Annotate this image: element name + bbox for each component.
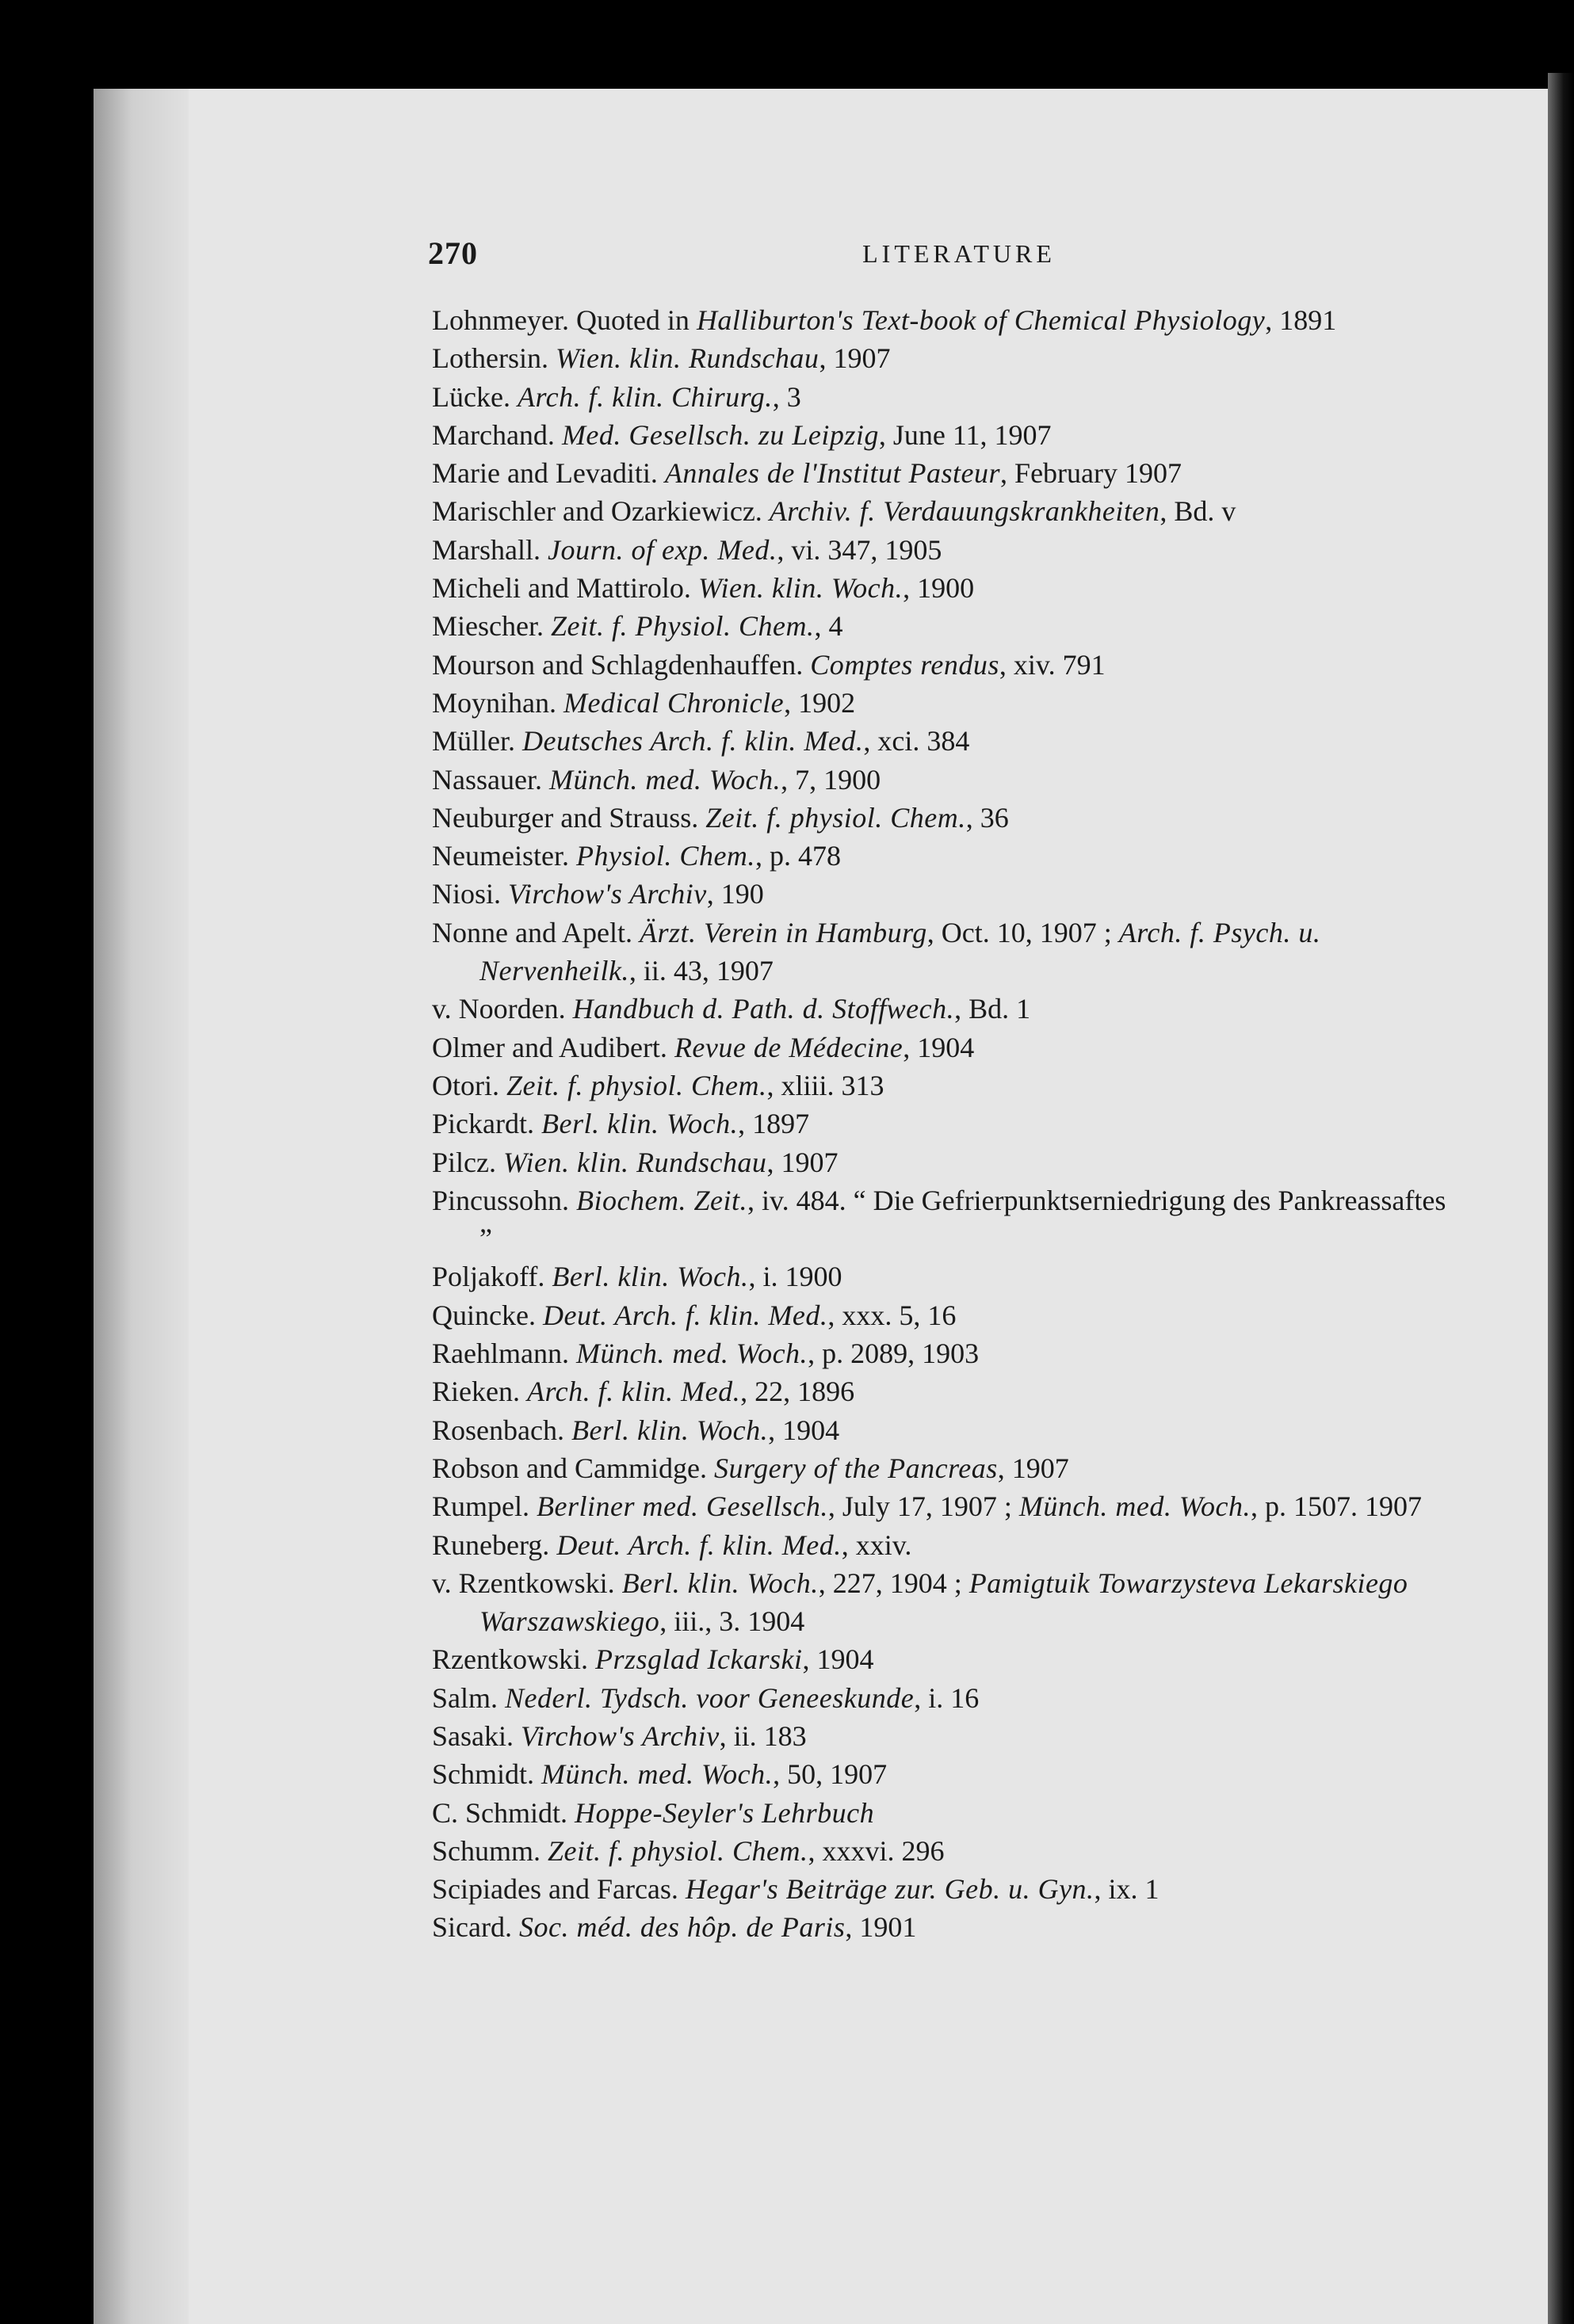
entry-text: , p. 2089, 1903 bbox=[808, 1338, 980, 1370]
entry-text: Rumpel. bbox=[432, 1490, 537, 1523]
bibliography-entry bbox=[432, 1257, 1454, 1296]
entry-source-title: Zeit. f. physiol. Chem. bbox=[506, 1069, 767, 1101]
bibliography-entry bbox=[432, 646, 1454, 684]
entry-source-title: Surgery of the Pancreas bbox=[713, 1452, 998, 1484]
entry-text: , Bd. v bbox=[1159, 495, 1236, 528]
entry-source-title: Zeit. f. Physiol. Chem. bbox=[550, 610, 815, 643]
entry-text: , ii. 43, 1907 bbox=[628, 955, 774, 987]
bibliography-entry bbox=[432, 1526, 1454, 1564]
entry-source-title: Annales de l'Institut Pasteur bbox=[664, 457, 1001, 490]
entry-source-title: Halliburton's Text-book of Chemical Physiology bbox=[696, 304, 1266, 336]
entry-text: , 36 bbox=[965, 801, 1009, 834]
bibliography-entry bbox=[432, 684, 1454, 722]
entry-text: , xliii. 313 bbox=[766, 1069, 884, 1101]
entry-source-title: Wien. klin. Woch. bbox=[697, 572, 904, 605]
page-header bbox=[428, 235, 1490, 282]
entry-source-title: Münch. med. Woch. bbox=[575, 1338, 808, 1370]
entry-source-title: Journ. of exp. Med. bbox=[547, 533, 777, 566]
entry-source-title: Münch. med. Woch. bbox=[541, 1758, 774, 1791]
entry-text: , iii., 3. 1904 bbox=[659, 1605, 805, 1638]
entry-text: C. Schmidt. bbox=[432, 1796, 575, 1829]
entry-text: Schumm. bbox=[432, 1834, 548, 1867]
entry-source-title: Archiv. f. Verdauungskrankheiten bbox=[769, 495, 1160, 528]
entry-source-title: Berl. klin. Woch. bbox=[541, 1108, 739, 1140]
bibliography-list bbox=[432, 301, 1454, 1947]
bibliography-entry bbox=[432, 454, 1454, 492]
bibliography-entry bbox=[432, 1870, 1454, 1908]
entry-text: , 4 bbox=[814, 610, 843, 643]
bibliography-entry bbox=[432, 1296, 1454, 1334]
entry-text: Pilcz. bbox=[432, 1146, 503, 1178]
bibliography-entry bbox=[432, 1449, 1454, 1487]
entry-text: Marischler and Ozarkiewicz. bbox=[432, 495, 770, 528]
entry-text: Nonne and Apelt. bbox=[432, 916, 640, 948]
entry-text: , 1900 bbox=[903, 572, 975, 605]
entry-text: , 3 bbox=[772, 380, 801, 413]
entry-source-title: Virchow's Archiv bbox=[521, 1719, 720, 1752]
entry-text: Sasaki. bbox=[432, 1719, 521, 1752]
bibliography-entry bbox=[432, 837, 1454, 875]
entry-text: Lohnmeyer. Quoted in bbox=[432, 304, 697, 336]
entry-text: Neumeister. bbox=[432, 840, 576, 872]
entry-source-title: Berl. klin. Woch. bbox=[621, 1567, 819, 1599]
entry-text: Poljakoff. bbox=[432, 1261, 552, 1293]
entry-text: Salm. bbox=[432, 1681, 506, 1714]
bibliography-entry bbox=[432, 875, 1454, 913]
page-gutter-shadow bbox=[94, 89, 189, 2324]
entry-source-title: Handbuch d. Path. d. Stoffwech. bbox=[572, 993, 955, 1025]
entry-text: Marchand. bbox=[432, 418, 562, 451]
bibliography-entry bbox=[432, 1067, 1454, 1105]
entry-source-title: Deut. Arch. f. klin. Med. bbox=[556, 1528, 842, 1561]
entry-text: , February 1907 bbox=[1000, 457, 1182, 490]
entry-source-title: Berl. klin. Woch. bbox=[571, 1414, 769, 1446]
entry-source-title: Wien. klin. Rundschau bbox=[502, 1146, 767, 1178]
entry-source-title: Zeit. f. physiol. Chem. bbox=[705, 801, 966, 834]
entry-text: , 22, 1896 bbox=[740, 1376, 855, 1408]
entry-text: Müller. bbox=[432, 725, 522, 757]
entry-source-title: Biochem. Zeit. bbox=[576, 1184, 747, 1216]
entry-text: , 1907 bbox=[819, 342, 891, 375]
entry-text: v. Rzentkowski. bbox=[432, 1567, 622, 1599]
entry-text: , 1902 bbox=[784, 686, 856, 719]
bibliography-entry bbox=[432, 1028, 1454, 1067]
entry-text: Olmer and Audibert. bbox=[432, 1031, 674, 1063]
entry-text: v. Noorden. bbox=[432, 993, 573, 1025]
entry-source-title: Soc. méd. des hôp. de Paris bbox=[518, 1911, 846, 1944]
bibliography-entry bbox=[432, 569, 1454, 607]
entry-text: Micheli and Mattirolo. bbox=[432, 572, 698, 605]
bibliography-entry bbox=[432, 1143, 1454, 1181]
entry-source-title: Deutsches Arch. f. klin. Med. bbox=[522, 725, 864, 757]
bibliography-entry bbox=[432, 1105, 1454, 1143]
entry-text: , xxiv. bbox=[841, 1528, 912, 1561]
entry-text: , i. 16 bbox=[914, 1681, 980, 1714]
entry-text: , 1904 bbox=[903, 1031, 975, 1063]
entry-source-title: Berl. klin. Woch. bbox=[552, 1261, 749, 1293]
entry-text: , 1897 bbox=[738, 1108, 810, 1140]
entry-source-title: Münch. med. Woch. bbox=[548, 763, 781, 796]
entry-source-title: Nederl. Tydsch. voor Geneeskunde bbox=[505, 1681, 915, 1714]
bibliography-entry bbox=[432, 1564, 1454, 1641]
entry-source-title: Deut. Arch. f. klin. Med. bbox=[542, 1299, 828, 1331]
bibliography-entry bbox=[432, 607, 1454, 645]
running-title: LITERATURE bbox=[862, 239, 1056, 268]
entry-text: , 1907 bbox=[997, 1452, 1069, 1484]
entry-text: Quincke. bbox=[432, 1299, 543, 1331]
bibliography-entry bbox=[432, 1832, 1454, 1870]
entry-text: Schmidt. bbox=[432, 1758, 542, 1791]
bibliography-entry bbox=[432, 1487, 1454, 1525]
bibliography-entry bbox=[432, 378, 1454, 416]
entry-text: Mourson and Schlagdenhauffen. bbox=[432, 648, 811, 681]
entry-source-title: Hegar's Beiträge zur. Geb. u. Gyn. bbox=[685, 1873, 1095, 1906]
entry-text: , 190 bbox=[706, 878, 764, 910]
entry-text: , 1904 bbox=[802, 1643, 874, 1676]
entry-source-title: Münch. med. Woch. bbox=[1018, 1490, 1251, 1523]
entry-source-title: Ärzt. Verein in Hamburg bbox=[639, 916, 927, 948]
entry-text: , Oct. 10, 1907 ; bbox=[926, 916, 1119, 948]
entry-text: Niosi. bbox=[432, 878, 509, 910]
entry-text: , 50, 1907 bbox=[773, 1758, 888, 1791]
entry-source-title: Virchow's Archiv bbox=[508, 878, 707, 910]
entry-text: , 227, 1904 ; bbox=[818, 1567, 969, 1599]
entry-text: , ii. 183 bbox=[719, 1719, 807, 1752]
entry-text: Lothersin. bbox=[432, 342, 556, 375]
entry-text: , vi. 347, 1905 bbox=[777, 533, 942, 566]
bibliography-entry bbox=[432, 492, 1454, 530]
bibliography-entry bbox=[432, 722, 1454, 760]
bibliography-entry bbox=[432, 1181, 1454, 1258]
entry-source-title: Arch. f. Psych. u. Nervenheilk. bbox=[479, 916, 1321, 987]
entry-text: Runeberg. bbox=[432, 1528, 557, 1561]
entry-source-title: Arch. f. klin. Chirurg. bbox=[517, 380, 773, 413]
entry-text: Raehlmann. bbox=[432, 1338, 576, 1370]
entry-text: , Bd. 1 bbox=[954, 993, 1031, 1025]
entry-source-title: Zeit. f. physiol. Chem. bbox=[548, 1834, 808, 1867]
entry-text: Marie and Levaditi. bbox=[432, 457, 665, 490]
bibliography-entry bbox=[432, 531, 1454, 569]
entry-source-title: Berliner med. Gesellsch. bbox=[537, 1490, 828, 1523]
bibliography-entry bbox=[432, 1794, 1454, 1832]
entry-text: , xxxvi. 296 bbox=[808, 1834, 945, 1867]
entry-text: Rieken. bbox=[432, 1376, 527, 1408]
entry-text: Lücke. bbox=[432, 380, 518, 413]
entry-text: , p. 478 bbox=[755, 840, 841, 872]
entry-source-title: Przsglad Ickarski bbox=[594, 1643, 803, 1676]
entry-source-title: Hoppe-Seyler's Lehrbuch bbox=[575, 1796, 875, 1829]
entry-text: , 7, 1900 bbox=[781, 763, 881, 796]
entry-source-title: Comptes rendus bbox=[810, 648, 999, 681]
entry-source-title: Pamigtuik Towarzysteva Lekarskiego Warszawskiego bbox=[479, 1567, 1408, 1638]
page-edge bbox=[1548, 73, 1574, 2324]
bibliography-entry bbox=[432, 1679, 1454, 1717]
entry-text: , ix. 1 bbox=[1094, 1873, 1159, 1906]
entry-text: Rosenbach. bbox=[432, 1414, 571, 1446]
entry-text: , xiv. 791 bbox=[999, 648, 1106, 681]
bibliography-entry bbox=[432, 1411, 1454, 1449]
bibliography-entry bbox=[432, 1372, 1454, 1410]
bibliography-entry bbox=[432, 799, 1454, 837]
entry-text: Nassauer. bbox=[432, 763, 549, 796]
entry-text: , 1901 bbox=[845, 1911, 917, 1944]
entry-text: Otori. bbox=[432, 1069, 506, 1101]
entry-source-title: Revue de Médecine bbox=[674, 1031, 904, 1063]
entry-text: , p. 1507. 1907 bbox=[1251, 1490, 1423, 1523]
entry-text: , 1904 bbox=[768, 1414, 840, 1446]
entry-source-title: Medical Chronicle bbox=[564, 686, 785, 719]
bibliography-entry bbox=[432, 1755, 1454, 1793]
page-number: 270 bbox=[428, 235, 478, 271]
entry-source-title: Physiol. Chem. bbox=[575, 840, 755, 872]
entry-text: Robson and Cammidge. bbox=[432, 1452, 714, 1484]
entry-text: , i. 1900 bbox=[748, 1261, 842, 1293]
entry-text: , iv. 484. “ Die Gefrierpunktserniedrigung des Pankreassaftes ” bbox=[479, 1184, 1446, 1255]
entry-text: , 1891 bbox=[1265, 304, 1337, 336]
entry-text: Scipiades and Farcas. bbox=[432, 1873, 686, 1906]
bibliography-entry bbox=[432, 1334, 1454, 1372]
entry-text: Pincussohn. bbox=[432, 1184, 577, 1216]
bibliography-entry bbox=[432, 339, 1454, 377]
entry-source-title: Arch. f. klin. Med. bbox=[526, 1376, 741, 1408]
entry-text: , xci. 384 bbox=[863, 725, 970, 757]
entry-text: Moynihan. bbox=[432, 686, 564, 719]
bibliography-entry bbox=[432, 1717, 1454, 1755]
bibliography-entry bbox=[432, 416, 1454, 454]
bibliography-entry bbox=[432, 1640, 1454, 1678]
entry-text: Sicard. bbox=[432, 1911, 519, 1944]
entry-text: Neuburger and Strauss. bbox=[432, 801, 706, 834]
entry-source-title: Med. Gesellsch. zu Leipzig bbox=[561, 418, 879, 451]
entry-text: , July 17, 1907 ; bbox=[827, 1490, 1019, 1523]
bibliography-entry bbox=[432, 914, 1454, 990]
entry-source-title: Wien. klin. Rundschau bbox=[555, 342, 819, 375]
bibliography-entry bbox=[432, 761, 1454, 799]
entry-text: , 1907 bbox=[766, 1146, 839, 1178]
entry-text: Rzentkowski. bbox=[432, 1643, 595, 1676]
entry-text: Pickardt. bbox=[432, 1108, 541, 1140]
bibliography-entry bbox=[432, 1908, 1454, 1946]
entry-text: , June 11, 1907 bbox=[878, 418, 1052, 451]
entry-text: , xxx. 5, 16 bbox=[827, 1299, 957, 1331]
bibliography-entry bbox=[432, 301, 1454, 339]
entry-text: Miescher. bbox=[432, 610, 551, 643]
bibliography-entry bbox=[432, 990, 1454, 1028]
entry-text: Marshall. bbox=[432, 533, 548, 566]
